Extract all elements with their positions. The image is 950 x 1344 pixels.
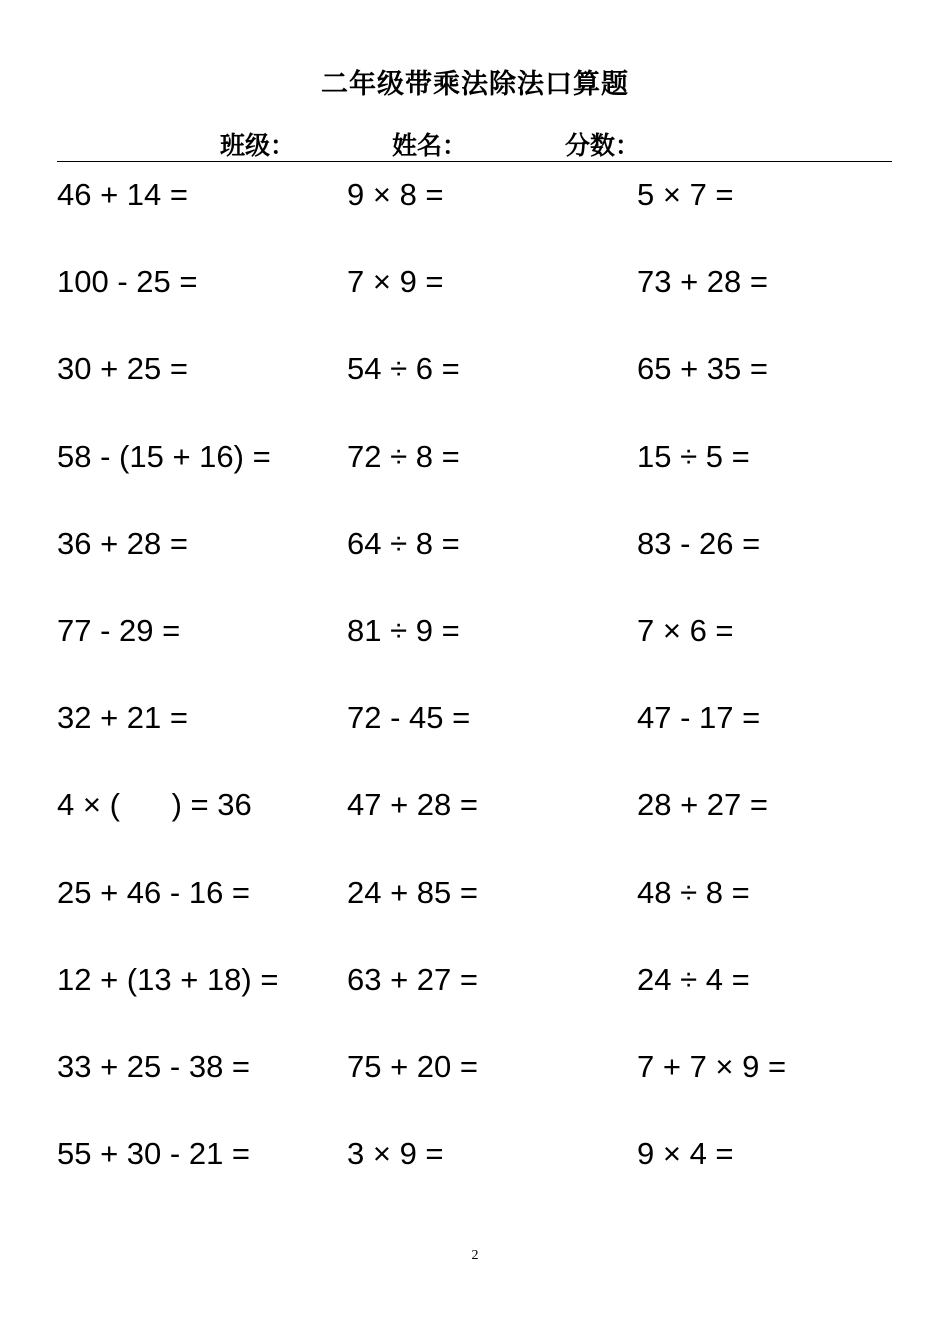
math-problem: 5 × 7 =	[637, 177, 734, 212]
math-problem: 4 × ( ) = 36	[57, 787, 252, 823]
worksheet-title: 二年级带乘法除法口算题	[321, 69, 629, 100]
math-problem: 47 - 17 =	[637, 700, 761, 736]
math-problem: 7 + 7 × 9 =	[637, 1048, 787, 1084]
score-label: 分数：	[565, 131, 641, 160]
math-problem: 83 - 26 =	[637, 525, 761, 561]
math-problem: 24 ÷ 4 =	[637, 961, 750, 997]
class-label: 班级：	[220, 131, 296, 160]
math-problem: 30 + 25 =	[57, 351, 189, 387]
math-problem: 32 + 21 =	[57, 700, 189, 736]
math-problem: 7 × 6 =	[637, 612, 734, 648]
math-problem: 72 - 45 =	[347, 700, 471, 736]
math-problem: 28 + 27 =	[637, 787, 769, 823]
math-problem: 54 ÷ 6 =	[347, 351, 460, 387]
math-problem: 9 × 4 =	[637, 1136, 734, 1172]
math-problem: 55 + 30 - 21 =	[57, 1136, 251, 1172]
problem-grid	[57, 170, 927, 1216]
math-problem: 15 ÷ 5 =	[637, 438, 750, 474]
math-problem: 33 + 25 - 38 =	[57, 1048, 251, 1084]
math-problem: 73 + 28 =	[637, 264, 769, 300]
name-label: 姓名：	[392, 131, 468, 160]
math-problem: 9 × 8 =	[347, 177, 444, 212]
math-problem: 46 + 14 =	[57, 177, 189, 212]
math-problem: 64 ÷ 8 =	[347, 525, 460, 561]
math-problem: 58 - (15 + 16) =	[57, 438, 271, 474]
math-problem: 7 × 9 =	[347, 264, 444, 300]
math-problem: 36 + 28 =	[57, 525, 189, 561]
page-number: 2	[471, 1248, 479, 1263]
header-rule	[57, 161, 892, 162]
math-problem: 72 ÷ 8 =	[347, 438, 460, 474]
math-problem: 100 - 25 =	[57, 264, 198, 300]
math-problem: 75 + 20 =	[347, 1048, 479, 1084]
math-problem: 25 + 46 - 16 =	[57, 874, 251, 910]
math-problem: 65 + 35 =	[637, 351, 769, 387]
math-problem: 3 × 9 =	[347, 1136, 444, 1172]
math-problem: 47 + 28 =	[347, 787, 479, 823]
math-problem: 48 ÷ 8 =	[637, 874, 750, 910]
math-problem: 63 + 27 =	[347, 961, 479, 997]
math-problem: 77 - 29 =	[57, 612, 181, 648]
math-problem: 81 ÷ 9 =	[347, 612, 460, 648]
math-problem: 24 + 85 =	[347, 874, 479, 910]
math-problem: 12 + (13 + 18) =	[57, 961, 279, 997]
